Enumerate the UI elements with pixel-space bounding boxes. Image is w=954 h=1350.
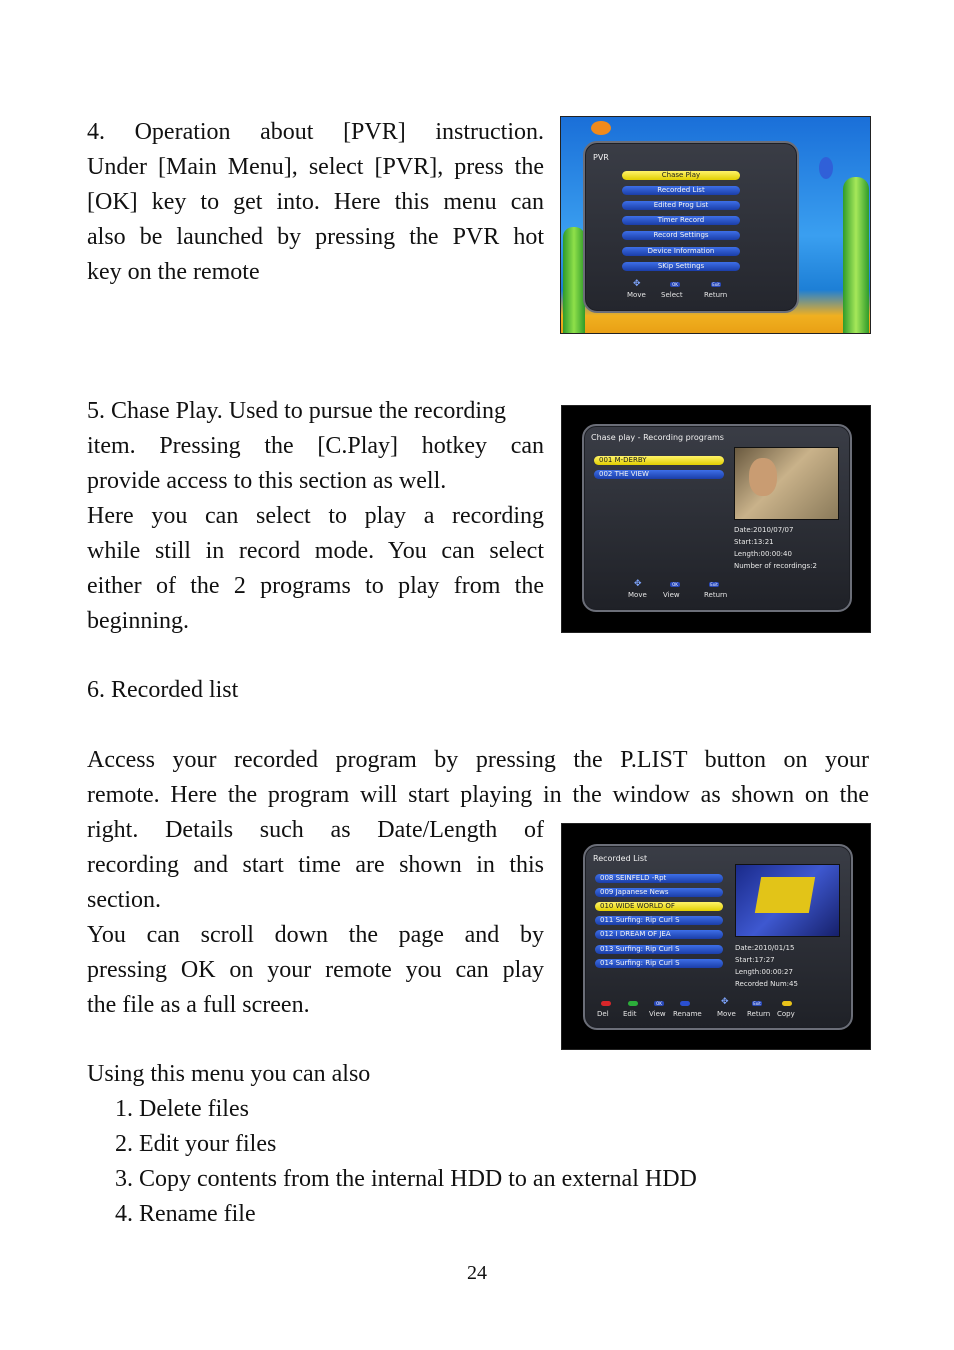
- option-edit-files: 2. Edit your files: [115, 1131, 277, 1157]
- recorded-side-line-1: right. Details such as Date/Length of: [87, 817, 544, 843]
- ok-key-icon: OK: [670, 282, 680, 287]
- footer-copy: Copy: [777, 1010, 795, 1018]
- recorded-intro-line-1: Access your recorded program by pressing the P.LIST button on your: [87, 747, 869, 773]
- chase-line-5: while still in record mode. You can select: [87, 538, 544, 564]
- pvr-line-1: 4. Operation about [PVR] instruction.: [87, 119, 544, 145]
- fish-icon: [591, 121, 611, 135]
- pvr-menu-panel: [583, 141, 799, 313]
- ok-key-icon: OK: [670, 582, 680, 587]
- chase-line-3: provide access to this section as well.: [87, 468, 447, 494]
- recorded-side-line-6: the file as a full screen.: [87, 992, 310, 1018]
- chase-play-panel: [582, 424, 852, 612]
- child-face-image: [749, 458, 777, 496]
- footer-edit: Edit: [623, 1010, 637, 1018]
- info-date: Date:2010/01/15: [735, 944, 795, 952]
- page-number: 24: [467, 1262, 487, 1284]
- chase-line-7: beginning.: [87, 608, 189, 634]
- info-start: Start:17:27: [735, 956, 775, 964]
- footer-rename: Rename: [673, 1010, 702, 1018]
- option-list: [115, 1092, 697, 1232]
- footer-select: Select: [661, 291, 683, 299]
- info-date: Date:2010/07/07: [734, 526, 794, 534]
- info-length: Length:00:00:27: [735, 968, 793, 976]
- chase-line-4: Here you can select to play a recording: [87, 503, 544, 529]
- sea-plant-right: [843, 177, 869, 334]
- pvr-menu-title: PVR: [593, 153, 609, 162]
- recorded-intro: [87, 743, 869, 813]
- menu-item-recorded-list[interactable]: Recorded List: [622, 186, 740, 195]
- footer-del: Del: [597, 1010, 609, 1018]
- menu-item-record-settings[interactable]: Record Settings: [622, 231, 740, 240]
- footer-view: View: [649, 1010, 666, 1018]
- video-preview: [734, 447, 839, 520]
- info-recorded-num: Recorded Num:45: [735, 980, 798, 988]
- menu-item-chase-play[interactable]: Chase Play: [622, 171, 740, 180]
- video-preview: [735, 864, 840, 937]
- footer-move: Move: [627, 291, 646, 299]
- pvr-line-5: key on the remote: [87, 259, 260, 285]
- chase-line-2: item. Pressing the [C.Play] hotkey can: [87, 433, 544, 459]
- exit-key-icon: Exit: [710, 582, 718, 587]
- menu-item-device-information[interactable]: Device Information: [622, 247, 740, 256]
- red-key-icon: [601, 1001, 611, 1006]
- pvr-line-4: also be launched by pressing the PVR hot: [87, 224, 544, 250]
- pvr-paragraph: [87, 115, 544, 290]
- chase-paragraph: [87, 394, 544, 639]
- green-key-icon: [628, 1001, 638, 1006]
- menu-item-edited-prog-list[interactable]: Edited Prog List: [622, 201, 740, 210]
- move-arrows-icon: ✥: [633, 279, 641, 289]
- recording-item-2[interactable]: 002 THE VIEW: [594, 470, 724, 479]
- move-arrows-icon: ✥: [634, 579, 642, 589]
- blue-key-icon: [680, 1001, 690, 1006]
- option-rename-file: 4. Rename file: [115, 1201, 256, 1227]
- info-number-of-recordings: Number of recordings:2: [734, 562, 817, 570]
- recorded-list-screenshot: [561, 823, 871, 1050]
- ok-key-icon: OK: [654, 1001, 664, 1006]
- exit-key-icon: Exit: [753, 1001, 761, 1006]
- footer-return: Return: [747, 1010, 771, 1018]
- sea-plant-left: [563, 227, 585, 334]
- recorded-list-title: Recorded List: [593, 854, 648, 863]
- recorded-item-011[interactable]: 011 Surfing: Rip Curl S: [595, 916, 723, 925]
- recorded-item-009[interactable]: 009 Japanese News: [595, 888, 723, 897]
- option-delete-files: 1. Delete files: [115, 1096, 249, 1122]
- pvr-menu-screenshot: [560, 116, 871, 334]
- menu-item-skip-settings[interactable]: SKip Settings: [622, 262, 740, 271]
- chase-line-1: 5. Chase Play. Used to pursue the recording: [87, 398, 507, 424]
- pvr-line-3: [OK] key to get into. Here this menu can: [87, 189, 544, 215]
- recorded-side-line-5: pressing OK on your remote you can play: [87, 957, 544, 983]
- recorded-item-014[interactable]: 014 Surfing: Rip Curl S: [595, 959, 723, 968]
- info-length: Length:00:00:40: [734, 550, 792, 558]
- fish-icon: [819, 157, 833, 179]
- recorded-heading: 6. Recorded list: [87, 677, 239, 703]
- move-arrows-icon: ✥: [721, 997, 729, 1007]
- recorded-side-paragraph: [87, 813, 544, 1023]
- recorded-intro-line-2: remote. Here the program will start playing in the window as shown on the: [87, 782, 869, 808]
- recorded-item-012[interactable]: 012 I DREAM OF JEA: [595, 930, 723, 939]
- show-logo-image: [755, 877, 815, 913]
- recorded-side-line-4: You can scroll down the page and by: [87, 922, 544, 948]
- footer-move: Move: [717, 1010, 736, 1018]
- recorded-item-008[interactable]: 008 SEINFELD -Rpt: [595, 874, 723, 883]
- exit-key-icon: Exit: [712, 282, 720, 287]
- recorded-side-line-3: section.: [87, 887, 161, 913]
- chase-play-screenshot: [561, 405, 871, 633]
- footer-view: View: [663, 591, 680, 599]
- yellow-key-icon: [782, 1001, 792, 1006]
- chase-line-6: either of the 2 programs to play from the: [87, 573, 544, 599]
- recorded-item-010[interactable]: 010 WIDE WORLD OF: [595, 902, 723, 911]
- menu-intro: Using this menu you can also: [87, 1061, 371, 1087]
- info-start: Start:13:21: [734, 538, 774, 546]
- option-copy-contents: 3. Copy contents from the internal HDD to an external HDD: [115, 1166, 697, 1192]
- footer-move: Move: [628, 591, 647, 599]
- recorded-side-line-2: recording and start time are shown in this: [87, 852, 544, 878]
- footer-return: Return: [704, 291, 728, 299]
- recording-item-1[interactable]: 001 M-DERBY: [594, 456, 724, 465]
- chase-play-title: Chase play - Recording programs: [591, 433, 724, 442]
- menu-item-timer-record[interactable]: Timer Record: [622, 216, 740, 225]
- pvr-line-2: Under [Main Menu], select [PVR], press the: [87, 154, 544, 180]
- recorded-item-013[interactable]: 013 Surfing: Rip Curl S: [595, 945, 723, 954]
- footer-return: Return: [704, 591, 728, 599]
- recorded-list-panel: [583, 844, 853, 1030]
